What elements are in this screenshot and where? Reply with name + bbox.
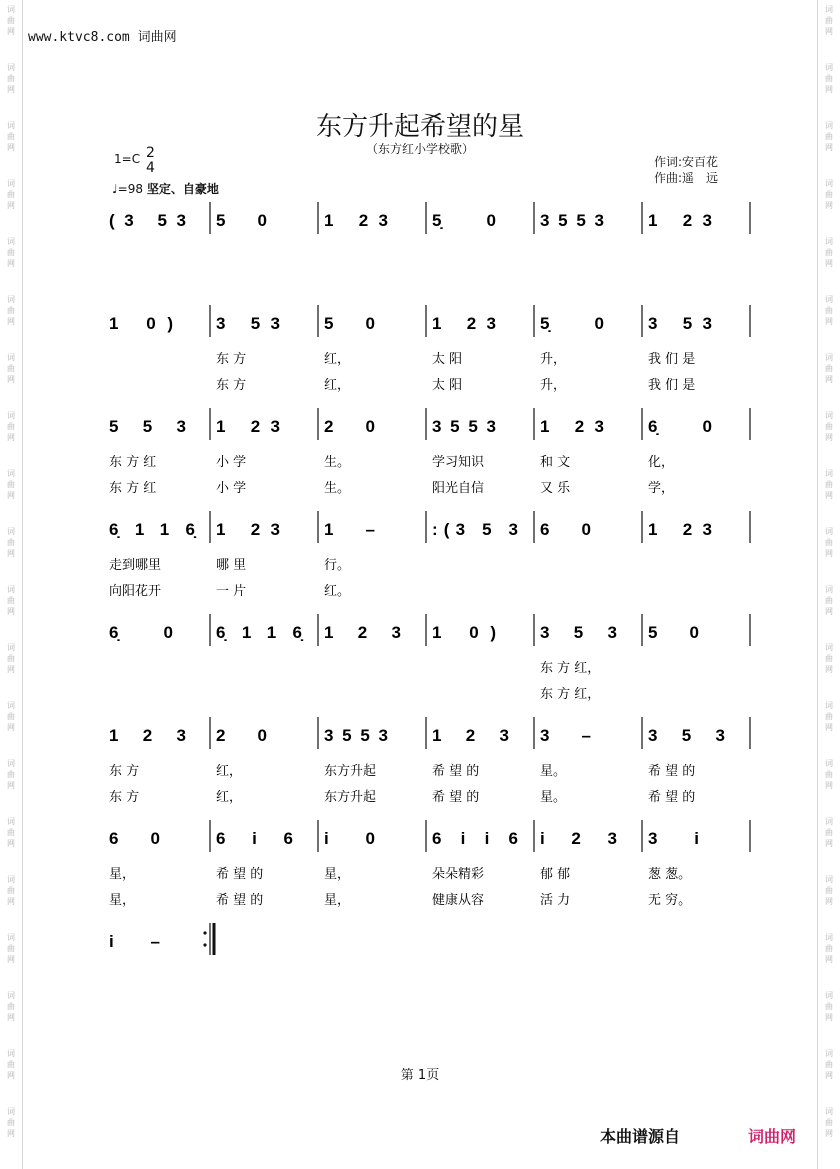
lyric-text: 走到哪里 bbox=[109, 558, 162, 573]
measure-notes: 5 5 3 bbox=[109, 417, 186, 436]
lyric-text: 东 方 bbox=[109, 790, 140, 805]
lyric-text: 化， bbox=[648, 455, 675, 470]
lyric-text: 东 方 红 bbox=[109, 455, 157, 470]
measure-notes: 6̣ 0 bbox=[648, 417, 712, 436]
watermark-text: 词 曲 网 bbox=[825, 991, 833, 1022]
measure-notes: 5 0 bbox=[216, 211, 267, 230]
song-title: 东方升起希望的星 bbox=[315, 112, 524, 142]
lyric-text: 东 方 红， bbox=[540, 687, 601, 702]
lyric-text: 东方升起 bbox=[324, 764, 377, 779]
watermark-text: 词 曲 网 bbox=[7, 643, 15, 674]
measure-notes: 5 0 bbox=[648, 623, 699, 642]
lyric-text: 星。 bbox=[540, 764, 567, 779]
time-signature-bottom: 4 bbox=[146, 160, 155, 176]
watermark-text: 词 曲 网 bbox=[7, 1049, 15, 1080]
lyric-text: 葱 葱。 bbox=[648, 867, 692, 882]
measure-notes: i 2 3 bbox=[540, 829, 617, 848]
watermark-text: 词 曲 网 bbox=[825, 1049, 833, 1080]
measure-notes: 1 23 bbox=[216, 520, 280, 539]
measure-notes: 1 23 bbox=[648, 211, 712, 230]
watermark-text: 词 曲 网 bbox=[825, 701, 833, 732]
watermark-text: 词 曲 网 bbox=[825, 353, 833, 384]
lyric-text: 希 望 的 bbox=[648, 764, 696, 779]
watermark-text: 词 曲 网 bbox=[7, 817, 15, 848]
lyric-text: 向阳花开 bbox=[109, 584, 162, 599]
measure-notes: 5 0 bbox=[324, 314, 375, 333]
lyric-text: 阳光自信 bbox=[432, 481, 485, 496]
watermark-text: 词 曲 网 bbox=[7, 875, 15, 906]
measure-notes: 6̣ 0 bbox=[109, 623, 173, 642]
measure-notes: 1 23 bbox=[540, 417, 604, 436]
lyric-text: 星， bbox=[324, 893, 351, 908]
tempo-expression: 坚定、自豪地 bbox=[146, 182, 219, 196]
watermark-text: 词 曲 网 bbox=[7, 295, 15, 326]
lyric-text: 升， bbox=[540, 352, 567, 367]
watermark-text: 词 曲 网 bbox=[825, 585, 833, 616]
measure-notes: 5̣ 0 bbox=[540, 314, 604, 333]
measure-notes: 1 – bbox=[324, 520, 375, 539]
lyric-text: 行。 bbox=[324, 558, 351, 573]
lyric-text: 希 望 的 bbox=[648, 790, 696, 805]
watermark-text: 词 曲 网 bbox=[825, 527, 833, 558]
measure-notes: 6 i i 6 bbox=[432, 829, 518, 848]
lyric-text: 红， bbox=[216, 764, 243, 779]
lyric-text: 郁 郁 bbox=[540, 867, 571, 882]
measure-notes: 3 5 3 bbox=[648, 726, 725, 745]
measure-notes: 1 23 bbox=[432, 314, 496, 333]
lyric-text: 学习知识 bbox=[432, 455, 485, 470]
lyric-text: 红， bbox=[324, 352, 351, 367]
measure-notes: 1 23 bbox=[216, 417, 280, 436]
watermark-text: 词 曲 网 bbox=[825, 817, 833, 848]
page-number: 第 1页 bbox=[400, 1068, 440, 1083]
measure-notes: i 0 bbox=[324, 829, 375, 848]
lyric-text: 东 方 bbox=[216, 352, 247, 367]
time-signature-top: 2 bbox=[146, 145, 155, 161]
lyric-text: 希 望 的 bbox=[216, 893, 264, 908]
measure-notes: 3553 bbox=[324, 726, 388, 745]
measure-notes: 3 i bbox=[648, 829, 699, 848]
repeat-dot bbox=[203, 943, 206, 946]
lyric-text: 小 学 bbox=[216, 455, 247, 470]
measure-notes: 1 23 bbox=[648, 520, 712, 539]
lyric-text: 朵朵精彩 bbox=[432, 867, 485, 882]
lyric-text: 生。 bbox=[324, 481, 351, 496]
lyric-text: 太 阳 bbox=[432, 352, 463, 367]
lyric-text: 生。 bbox=[324, 455, 351, 470]
measure-notes: 3 53 bbox=[648, 314, 712, 333]
watermark-text: 词 曲 网 bbox=[825, 63, 833, 94]
measure-notes: 3 5 3 bbox=[540, 623, 617, 642]
watermark-text: 词 曲 网 bbox=[825, 237, 833, 268]
watermark-text: 词 曲 网 bbox=[7, 353, 15, 384]
lyric-text: 哪 里 bbox=[216, 558, 247, 573]
measure-notes: 6 0 bbox=[540, 520, 591, 539]
lyric-text: 健康从容 bbox=[432, 893, 485, 908]
watermark-text: 词 曲 网 bbox=[7, 63, 15, 94]
measure-notes: 1 2 3 bbox=[432, 726, 509, 745]
measure-notes: 6̣116̣ bbox=[216, 623, 302, 642]
watermark-text: 词 曲 网 bbox=[7, 237, 15, 268]
lyric-text: 又 乐 bbox=[540, 481, 571, 496]
watermark-text: 词 曲 网 bbox=[825, 759, 833, 790]
watermark-text: 词 曲 网 bbox=[825, 875, 833, 906]
watermark-text: 词 曲 网 bbox=[7, 5, 15, 36]
watermark-text: 词 曲 网 bbox=[7, 179, 15, 210]
quarter-note-icon: ♩ bbox=[112, 182, 118, 196]
measure-notes: (3 53 bbox=[109, 211, 186, 230]
lyric-text: 我 们 是 bbox=[648, 378, 696, 393]
lyric-text: 星， bbox=[324, 867, 351, 882]
lyric-text: 升， bbox=[540, 378, 567, 393]
lyric-text: 和 文 bbox=[540, 455, 571, 470]
repeat-dot bbox=[203, 931, 206, 934]
measure-notes: 3553 bbox=[540, 211, 604, 230]
song-subtitle: （东方红小学校歌） bbox=[365, 142, 474, 156]
watermark-text: 词 曲 网 bbox=[825, 179, 833, 210]
watermark-text: 词 曲 网 bbox=[825, 933, 833, 964]
measure-notes: :(3 5 3 bbox=[432, 520, 518, 539]
watermark-text: 词 曲 网 bbox=[7, 701, 15, 732]
measure-notes: 2 0 bbox=[216, 726, 267, 745]
lyric-text: 希 望 的 bbox=[432, 790, 480, 805]
measure-notes: 6 i 6 bbox=[216, 829, 293, 848]
lyric-text: 东 方 红 bbox=[109, 481, 157, 496]
measure-notes: 3 – bbox=[540, 726, 591, 745]
lyric-text: 无 穷。 bbox=[648, 893, 692, 908]
watermark-text: 词 曲 网 bbox=[7, 121, 15, 152]
tempo-bpm: =98 bbox=[117, 182, 143, 196]
lyric-text: 希 望 的 bbox=[432, 764, 480, 779]
measure-notes: 3553 bbox=[432, 417, 496, 436]
lyric-text: 星， bbox=[109, 893, 136, 908]
lyric-text: 星， bbox=[109, 867, 136, 882]
brand-link[interactable]: 词曲网 bbox=[748, 1127, 797, 1146]
lyric-text: 我 们 是 bbox=[648, 352, 696, 367]
measure-notes: 2 0 bbox=[324, 417, 375, 436]
lyric-text: 红， bbox=[324, 378, 351, 393]
watermark-text: 词 曲 网 bbox=[7, 469, 15, 500]
measure-notes: 3 53 bbox=[216, 314, 280, 333]
watermark-text: 词 曲 网 bbox=[825, 1107, 833, 1138]
watermark-text: 词 曲 网 bbox=[825, 121, 833, 152]
lyric-text: 希 望 的 bbox=[216, 867, 264, 882]
source-label: 本曲谱源自 bbox=[600, 1127, 681, 1146]
watermark-text: 词 曲 网 bbox=[825, 643, 833, 674]
watermark-text: 词 曲 网 bbox=[7, 991, 15, 1022]
measure-notes: i – bbox=[109, 932, 160, 951]
lyric-text: 一 片 bbox=[216, 584, 247, 599]
lyric-text: 东 方 bbox=[109, 764, 140, 779]
lyric-text: 东 方 bbox=[216, 378, 247, 393]
lyricist-credit: 作词:安百花 bbox=[654, 155, 719, 169]
measure-notes: 1 23 bbox=[324, 211, 388, 230]
watermark-text: 词 曲 网 bbox=[825, 5, 833, 36]
lyric-text: 东 方 红， bbox=[540, 661, 601, 676]
lyric-text: 学， bbox=[648, 481, 675, 496]
key-signature: 1=C bbox=[114, 152, 141, 166]
measure-notes: 1 2 3 bbox=[109, 726, 186, 745]
watermark-text: 词 曲 网 bbox=[825, 295, 833, 326]
site-header[interactable]: www.ktvc8.com 词曲网 bbox=[28, 30, 177, 45]
lyric-text: 东方升起 bbox=[324, 790, 377, 805]
watermark-text: 词 曲 网 bbox=[7, 411, 15, 442]
lyric-text: 红， bbox=[216, 790, 243, 805]
watermark-text: 词 曲 网 bbox=[7, 933, 15, 964]
watermark-text: 词 曲 网 bbox=[825, 411, 833, 442]
watermark-text: 词 曲 网 bbox=[825, 469, 833, 500]
lyric-text: 小 学 bbox=[216, 481, 247, 496]
measure-notes: 1 0) bbox=[432, 623, 496, 642]
measure-notes: 6̣116̣ bbox=[109, 520, 195, 539]
watermark-text: 词 曲 网 bbox=[7, 759, 15, 790]
lyric-text: 星。 bbox=[540, 790, 567, 805]
watermark-text: 词 曲 网 bbox=[7, 527, 15, 558]
lyric-text: 太 阳 bbox=[432, 378, 463, 393]
measure-notes: 5̣ 0 bbox=[432, 211, 496, 230]
watermark-text: 词 曲 网 bbox=[7, 585, 15, 616]
watermark-text: 词 曲 网 bbox=[7, 1107, 15, 1138]
lyric-text: 红。 bbox=[324, 584, 351, 599]
measure-notes: 6 0 bbox=[109, 829, 160, 848]
measure-notes: 1 2 3 bbox=[324, 623, 401, 642]
lyric-text: 活 力 bbox=[540, 893, 571, 908]
measure-notes: 1 0) bbox=[109, 314, 173, 333]
composer-credit: 作曲:遥 远 bbox=[654, 171, 719, 185]
